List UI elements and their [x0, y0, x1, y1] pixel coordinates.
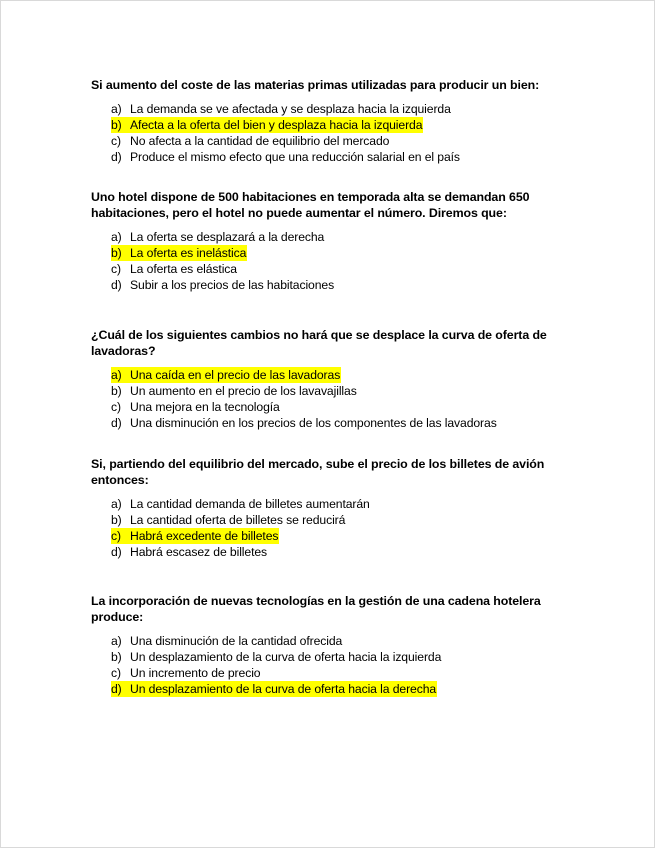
option-text: Una caída en el precio de las lavadoras: [130, 368, 341, 382]
option-letter: b): [111, 246, 122, 260]
option-letter: a): [111, 634, 122, 648]
option-c: [111, 399, 591, 415]
option-letter: c): [111, 262, 121, 276]
option-letter: d): [111, 278, 122, 292]
option-letter: b): [111, 384, 122, 398]
option-letter: d): [111, 545, 122, 559]
question-4: [91, 456, 571, 560]
option-text: Un aumento en el precio de los lavavajillas: [130, 384, 357, 398]
option-letter: d): [111, 682, 122, 696]
option-a: [111, 101, 591, 117]
question-text: Si, partiendo del equilibrio del mercado, sube el precio de los billetes de avión entonces:: [91, 457, 545, 487]
option-letter: d): [111, 150, 122, 164]
option-text: La oferta es elástica: [130, 262, 237, 276]
option-letter: a): [111, 368, 122, 382]
question-text: Si aumento del coste de las materias primas utilizadas para producir un bien:: [91, 78, 540, 92]
question-text: Uno hotel dispone de 500 habitaciones en temporada alta se demandan 650 habitaciones, pero el hotel no puede aumentar el número. Diremos que:: [91, 190, 530, 220]
option-d: [111, 149, 591, 165]
question-text: La incorporación de nuevas tecnologías en la gestión de una cadena hotelera produce:: [91, 594, 541, 624]
option-text: Subir a los precios de las habitaciones: [130, 278, 335, 292]
option-text: Habrá excedente de billetes: [130, 529, 279, 543]
option-list: [111, 496, 591, 560]
option-c: [111, 665, 591, 681]
option-letter: a): [111, 497, 122, 511]
option-letter: b): [111, 650, 122, 664]
option-b: [111, 245, 591, 261]
option-list: [111, 367, 591, 431]
option-letter: c): [111, 666, 121, 680]
option-d: [111, 277, 591, 293]
option-a: [111, 229, 591, 245]
option-c: [111, 133, 591, 149]
option-d: [111, 415, 591, 431]
option-d: [111, 681, 591, 697]
option-text: Produce el mismo efecto que una reducción salarial en el país: [130, 150, 460, 164]
option-letter: c): [111, 400, 121, 414]
option-text: La cantidad oferta de billetes se reducirá: [130, 513, 346, 527]
option-d: [111, 544, 591, 560]
question-text: ¿Cuál de los siguientes cambios no hará que se desplace la curva de oferta de lavadoras?: [91, 328, 547, 358]
option-letter: d): [111, 416, 122, 430]
question-3: [91, 327, 571, 431]
option-text: No afecta a la cantidad de equilibrio del mercado: [130, 134, 390, 148]
option-text: Un desplazamiento de la curva de oferta hacia la izquierda: [130, 650, 442, 664]
option-letter: a): [111, 102, 122, 116]
option-text: La cantidad demanda de billetes aumentarán: [130, 497, 370, 511]
option-text: La oferta es inelástica: [130, 246, 247, 260]
option-text: Una disminución en los precios de los componentes de las lavadoras: [130, 416, 497, 430]
option-a: [111, 367, 591, 383]
option-text: Un desplazamiento de la curva de oferta hacia la derecha: [130, 682, 437, 696]
option-text: Una disminución de la cantidad ofrecida: [130, 634, 343, 648]
option-text: Habrá escasez de billetes: [130, 545, 268, 559]
option-b: [111, 512, 591, 528]
option-text: Una mejora en la tecnología: [130, 400, 280, 414]
option-letter: c): [111, 529, 121, 543]
question-2: [91, 189, 571, 293]
option-a: [111, 496, 591, 512]
question-1: [91, 77, 571, 165]
option-letter: a): [111, 230, 122, 244]
option-letter: b): [111, 513, 122, 527]
option-b: [111, 383, 591, 399]
option-list: [111, 101, 591, 165]
option-text: La oferta se desplazará a la derecha: [130, 230, 325, 244]
option-text: Un incremento de precio: [130, 666, 261, 680]
question-5: [91, 593, 571, 697]
option-b: [111, 649, 591, 665]
option-b: [111, 117, 591, 133]
option-c: [111, 528, 591, 544]
option-a: [111, 633, 591, 649]
option-list: [111, 633, 591, 697]
option-text: La demanda se ve afectada y se desplaza hacia la izquierda: [130, 102, 451, 116]
option-text: Afecta a la oferta del bien y desplaza hacia la izquierda: [130, 118, 423, 132]
option-letter: b): [111, 118, 122, 132]
option-list: [111, 229, 591, 293]
option-c: [111, 261, 591, 277]
option-letter: c): [111, 134, 121, 148]
